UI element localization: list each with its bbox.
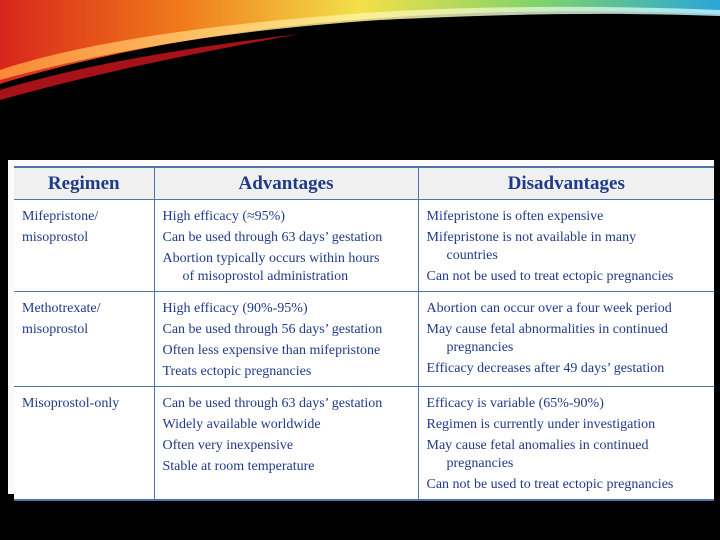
item-continuation: countries bbox=[446, 248, 498, 263]
table-row bbox=[14, 200, 714, 292]
item-continuation: pregnancies bbox=[446, 456, 514, 471]
header-advantages: Advantages bbox=[154, 168, 418, 200]
regimen-cell bbox=[14, 387, 154, 501]
disadvantage-item: Regimen is currently under investigation bbox=[426, 417, 656, 432]
regimen-name-line: Misoprostol-only bbox=[22, 396, 120, 411]
advantage-item: Widely available worldwide bbox=[162, 417, 321, 432]
regimen-name-line: Methotrexate/ bbox=[22, 301, 101, 316]
advantage-item: Often very inexpensive bbox=[162, 438, 294, 453]
disadvantages-cell bbox=[418, 200, 714, 292]
disadvantage-item: Abortion can occur over a four week period bbox=[426, 301, 672, 316]
disadvantage-item: Mifepristone is often expensive bbox=[426, 209, 604, 224]
regimen-name-line: Mifepristone/ bbox=[22, 209, 99, 224]
regimen-comparison-table bbox=[14, 168, 714, 501]
advantage-item: Can be used through 63 days’ gestation bbox=[162, 396, 383, 411]
item-continuation: pregnancies bbox=[446, 340, 514, 355]
disadvantage-item: May cause fetal anomalies in continued bbox=[426, 438, 649, 453]
disadvantage-item: Can not be used to treat ectopic pregnancies bbox=[426, 477, 674, 492]
table-row bbox=[14, 292, 714, 387]
disadvantage-item: Can not be used to treat ectopic pregnancies bbox=[426, 269, 674, 284]
item-continuation: of misoprostol administration bbox=[182, 269, 349, 284]
disadvantage-item: Efficacy decreases after 49 days’ gestation bbox=[426, 361, 665, 376]
advantage-item: Often less expensive than mifepristone bbox=[162, 343, 381, 358]
advantages-cell bbox=[154, 292, 418, 387]
table-header-row bbox=[14, 168, 714, 200]
disadvantage-item: May cause fetal abnormalities in continued bbox=[426, 322, 668, 337]
regimen-cell bbox=[14, 292, 154, 387]
header-disadvantages: Disadvantages bbox=[418, 168, 714, 200]
advantages-cell bbox=[154, 387, 418, 501]
disadvantages-cell bbox=[418, 387, 714, 501]
table-row bbox=[14, 387, 714, 501]
disadvantage-item: Efficacy is variable (65%-90%) bbox=[426, 396, 604, 411]
advantage-item: Stable at room temperature bbox=[162, 459, 315, 474]
advantage-item: Treats ectopic pregnancies bbox=[162, 364, 312, 379]
decorative-swoosh bbox=[0, 0, 720, 110]
header-regimen: Regimen bbox=[14, 168, 154, 200]
regimen-name-line: misoprostol bbox=[22, 230, 89, 245]
advantages-cell bbox=[154, 200, 418, 292]
advantage-item: Can be used through 63 days’ gestation bbox=[162, 230, 383, 245]
advantage-item: High efficacy (≈95%) bbox=[162, 209, 285, 224]
advantage-item: High efficacy (90%-95%) bbox=[162, 301, 308, 316]
disadvantage-item: Mifepristone is not available in many bbox=[426, 230, 637, 245]
regimen-name-line: misoprostol bbox=[22, 322, 89, 337]
regimen-cell bbox=[14, 200, 154, 292]
comparison-table-panel bbox=[8, 160, 714, 494]
advantage-item: Abortion typically occurs within hours bbox=[162, 251, 380, 266]
disadvantages-cell bbox=[418, 292, 714, 387]
advantage-item: Can be used through 56 days’ gestation bbox=[162, 322, 383, 337]
